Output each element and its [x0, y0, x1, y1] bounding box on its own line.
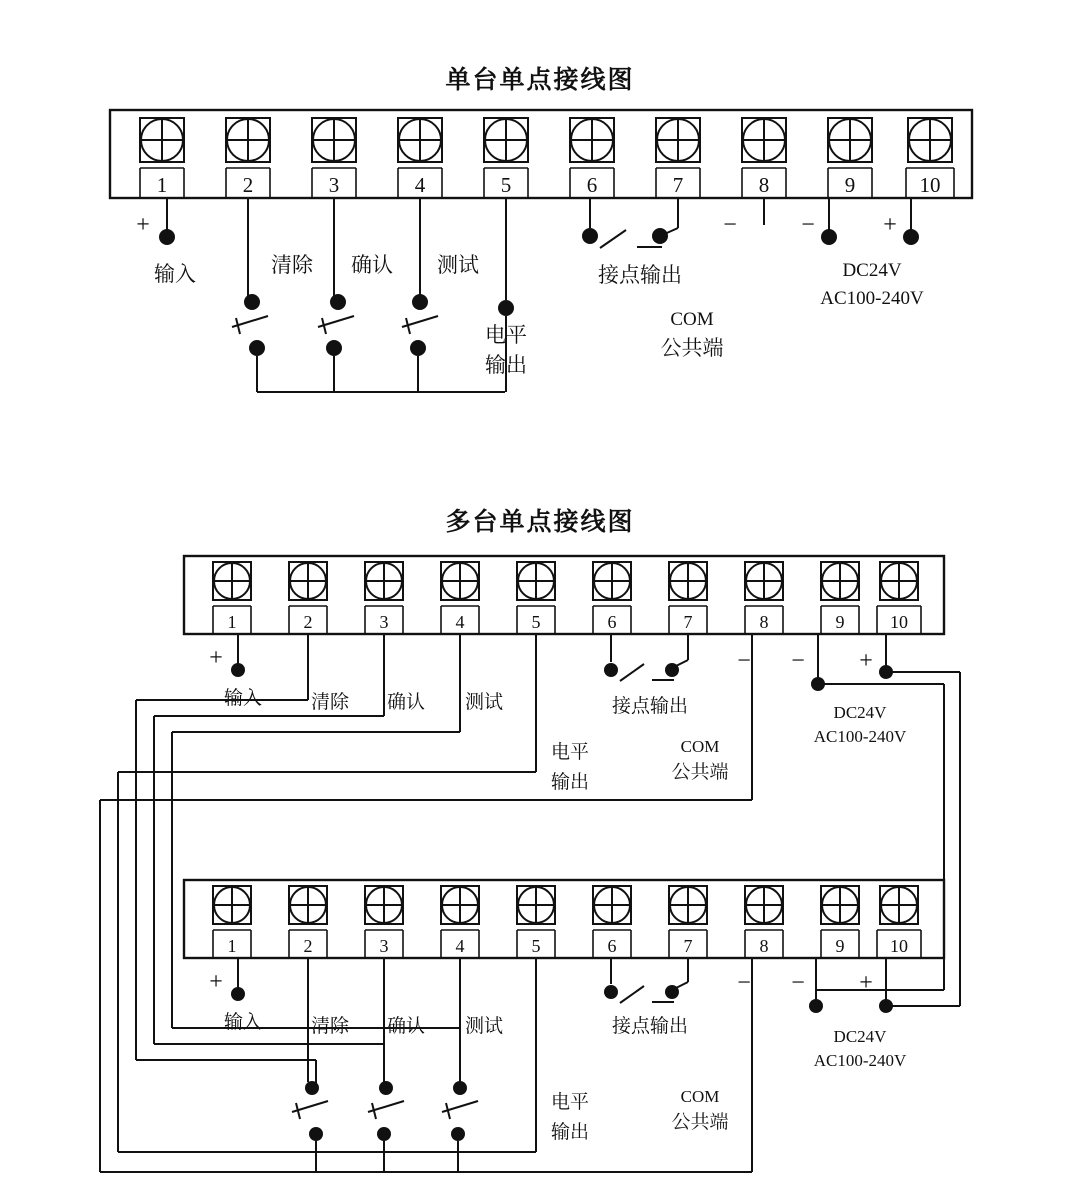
top-terminal-block: [110, 110, 972, 198]
top-terminal-4-label: 4: [414, 173, 426, 197]
top-label-com-en: COM: [670, 309, 714, 330]
bottom-diagram-title: 多台单点接线图: [445, 507, 635, 536]
unit-a-label-clear: 清除: [310, 691, 350, 713]
top-label-confirm: 确认: [351, 253, 393, 277]
top-input-plus-sign: +: [136, 212, 150, 238]
unit-b-terminal-10-label: 10: [890, 936, 908, 956]
unit-a-terminal-1-label: 1: [227, 612, 237, 632]
unit-b-terminal-6-label: 6: [607, 936, 617, 956]
unit-a-label-contact-output: 接点输出: [611, 695, 689, 717]
top-terminal-7-label: 7: [672, 173, 684, 197]
unit-a-terminal-7-label: 7: [683, 612, 693, 632]
unit-a-label-confirm: 确认: [386, 691, 426, 713]
unit-b-label-input: 输入: [223, 1011, 263, 1033]
top-com-minus-sign: −: [723, 212, 737, 238]
unit-b-label-com-en: COM: [680, 1087, 720, 1106]
top-power-plus-sign: +: [883, 212, 897, 238]
unit-a-power-minus-sign: −: [791, 648, 805, 674]
unit-a-label-test: 测试: [464, 691, 504, 713]
unit-b-label-com-cn: 公共端: [671, 1111, 729, 1133]
unit-a-terminal-1-node: [231, 663, 245, 677]
unit-b-label-confirm: 确认: [386, 1015, 426, 1037]
top-terminal-1-node: [159, 229, 175, 245]
unit-a-label-ac: AC100-240V: [813, 727, 907, 746]
unit-b-terminal-5-label: 5: [531, 936, 541, 956]
unit-b-terminal-3-label: 3: [379, 936, 389, 956]
unit-b-terminal-9-node: [809, 999, 823, 1013]
unit-b-com-minus-sign: −: [737, 970, 751, 996]
unit-b-label-clear: 清除: [310, 1015, 350, 1037]
top-label-contact-output: 接点输出: [598, 263, 682, 287]
top-level-output-node: [498, 300, 514, 316]
unit-a-label-level-output-1: 电平: [550, 741, 590, 763]
unit-a-label-dc: DC24V: [833, 703, 887, 722]
unit-b-terminal-1-node: [231, 987, 245, 1001]
unit-b-confirm-node-top: [379, 1081, 393, 1095]
top-power-minus-sign: −: [801, 212, 815, 238]
unit-b-test-node-top: [453, 1081, 467, 1095]
unit-a-label-input: 输入: [223, 687, 263, 709]
top-label-clear: 清除: [271, 253, 313, 277]
top-terminal-9-node: [821, 229, 837, 245]
unit-a-contact-node-left: [604, 663, 618, 677]
unit-b-label-test: 测试: [464, 1015, 504, 1037]
top-terminal-3-label: 3: [328, 173, 340, 197]
unit-b-input-plus-sign: +: [209, 969, 223, 995]
unit-a-label-level-output-2: 输出: [550, 771, 590, 793]
top-label-level-output-1: 电平: [485, 323, 527, 347]
unit-b-confirm-node-bottom: [377, 1127, 391, 1141]
top-label-dc: DC24V: [842, 260, 902, 281]
top-confirm-node-bottom: [326, 340, 342, 356]
unit-b-contact-node-left: [604, 985, 618, 999]
unit-a-label-com-cn: 公共端: [671, 761, 729, 783]
unit-b-terminal-2-label: 2: [303, 936, 313, 956]
unit-b-terminal-1-label: 1: [227, 936, 237, 956]
top-label-input: 输入: [154, 262, 196, 286]
unit-a-terminal-2-label: 2: [303, 612, 313, 632]
top-test-node-top: [412, 294, 428, 310]
top-contact-node-left: [582, 228, 598, 244]
top-terminal-5-label: 5: [500, 173, 512, 197]
unit-a-terminal-9-label: 9: [835, 612, 845, 632]
top-terminal-8-label: 8: [758, 173, 770, 197]
unit-b-terminal-9-label: 9: [835, 936, 845, 956]
unit-b-label-contact-output: 接点输出: [611, 1015, 689, 1037]
unit-a-com-minus-sign: −: [737, 648, 751, 674]
unit-a-power-plus-sign: +: [859, 648, 873, 674]
unit-a-terminal-5-label: 5: [531, 612, 541, 632]
unit-b-power-plus-sign: +: [859, 970, 873, 996]
unit-b-label-level-output-2: 输出: [550, 1121, 590, 1143]
unit-b-power-minus-sign: −: [791, 970, 805, 996]
unit-b-terminal-8-label: 8: [759, 936, 769, 956]
top-terminal-9-label: 9: [844, 173, 856, 197]
unit-a-label-com-en: COM: [680, 737, 720, 756]
top-terminal-6-label: 6: [586, 173, 598, 197]
unit-b-terminal-4-label: 4: [455, 936, 465, 956]
top-test-node-bottom: [410, 340, 426, 356]
top-clear-node-bottom: [249, 340, 265, 356]
unit-a-terminal-4-label: 4: [455, 612, 465, 632]
top-clear-node-top: [244, 294, 260, 310]
unit-b-label-dc: DC24V: [833, 1027, 887, 1046]
top-label-level-output-2: 输出: [485, 353, 527, 377]
unit-b-label-level-output-1: 电平: [550, 1091, 590, 1113]
unit-b-clear-node-bottom: [309, 1127, 323, 1141]
unit-a-input-plus-sign: +: [209, 645, 223, 671]
top-label-com-cn: 公共端: [660, 336, 724, 360]
unit-a-terminal-10-label: 10: [890, 612, 908, 632]
top-confirm-node-top: [330, 294, 346, 310]
top-terminal-2-label: 2: [242, 173, 254, 197]
unit-a-terminal-8-label: 8: [759, 612, 769, 632]
unit-b-label-ac: AC100-240V: [813, 1051, 907, 1070]
top-label-ac: AC100-240V: [820, 288, 924, 309]
unit-a-terminal-3-label: 3: [379, 612, 389, 632]
unit-b-terminal-7-label: 7: [683, 936, 693, 956]
top-label-test: 测试: [437, 253, 479, 277]
top-diagram-title: 单台单点接线图: [445, 65, 635, 94]
top-terminal-1-label: 1: [156, 173, 168, 197]
unit-b-test-node-bottom: [451, 1127, 465, 1141]
top-terminal-10-label: 10: [919, 173, 941, 197]
unit-a-terminal-6-label: 6: [607, 612, 617, 632]
top-terminal-10-node: [903, 229, 919, 245]
